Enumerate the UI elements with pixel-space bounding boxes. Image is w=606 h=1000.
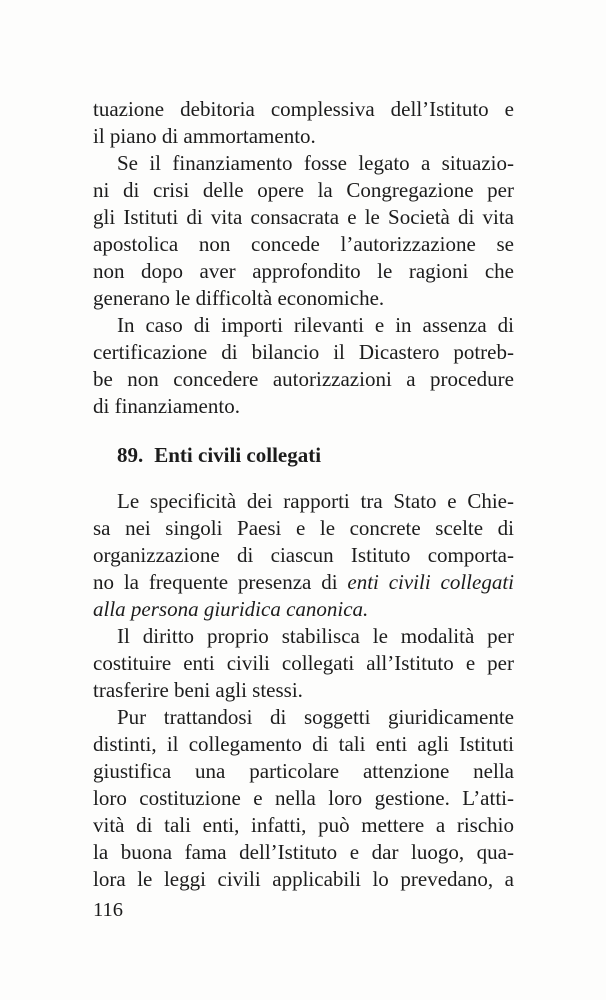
text-segment: Le specificità dei rapporti tra Stato e Chie-	[117, 489, 514, 513]
text-line	[93, 758, 514, 785]
paragraph	[93, 312, 514, 420]
text-line	[93, 177, 514, 204]
text-line	[93, 677, 514, 704]
paragraph	[93, 150, 514, 312]
text-line	[93, 515, 514, 542]
text-line	[93, 150, 514, 177]
text-segment: distinti, il collegamento di tali enti agli Istituti	[93, 732, 514, 756]
text-line	[93, 366, 514, 393]
text-segment: lora le leggi civili applicabili lo prevedano, a	[93, 867, 514, 891]
text-segment: In caso di importi rilevanti e in assenza di	[117, 313, 514, 337]
text-segment: il piano di ammortamento.	[93, 124, 316, 148]
paragraph	[93, 704, 514, 893]
text-segment: la buona fama dell’Istituto e dar luogo, qua-	[93, 840, 514, 864]
italic-phrase: alla persona giuridica canonica.	[93, 597, 369, 621]
text-segment: tuazione debitoria complessiva dell’Istituto e	[93, 97, 514, 121]
text-line	[93, 231, 514, 258]
text-segment: no la frequente presenza di	[93, 570, 348, 594]
text-segment: generano le difficoltà economiche.	[93, 286, 385, 310]
text-line	[93, 488, 514, 515]
text-line	[93, 650, 514, 677]
text-block	[93, 96, 514, 893]
paragraph	[93, 488, 514, 623]
text-line	[93, 285, 514, 312]
text-line	[93, 623, 514, 650]
text-segment: non dopo aver approfondito le ragioni che	[93, 259, 514, 283]
text-segment: certificazione di bilancio il Dicastero potreb-	[93, 340, 514, 364]
text-line	[93, 393, 514, 420]
text-line	[93, 866, 514, 893]
text-segment: Il diritto proprio stabilisca le modalità per	[117, 624, 514, 648]
section-heading-title: Enti civili collegati	[154, 443, 322, 467]
text-line	[93, 204, 514, 231]
section-heading	[93, 442, 514, 469]
section-heading-number: 89.	[117, 443, 144, 467]
text-line	[93, 704, 514, 731]
text-segment: di finanziamento.	[93, 394, 240, 418]
text-line	[93, 123, 514, 150]
text-segment: Se il finanziamento fosse legato a situazio-	[117, 151, 514, 175]
text-segment: costituire enti civili collegati all’Istituto e per	[93, 651, 514, 675]
paragraph	[93, 623, 514, 704]
text-line	[93, 96, 514, 123]
text-line	[93, 569, 514, 596]
text-segment: gli Istituti di vita consacrata e le Società di vita	[93, 205, 514, 229]
text-line	[93, 258, 514, 285]
page-number: 116	[93, 899, 123, 921]
text-line	[93, 542, 514, 569]
text-line	[93, 312, 514, 339]
text-segment: Pur trattandosi di soggetti giuridicamente	[117, 705, 514, 729]
text-segment: sa nei singoli Paesi e le concrete scelte di	[93, 516, 514, 540]
text-line	[93, 596, 514, 623]
text-segment: apostolica non concede l’autorizzazione se	[93, 232, 514, 256]
italic-phrase: enti civili collegati	[347, 570, 514, 594]
paragraph	[93, 96, 514, 150]
text-line	[93, 839, 514, 866]
text-segment: loro costituzione e nella loro gestione. L’atti-	[93, 786, 514, 810]
text-segment: ni di crisi delle opere la Congregazione per	[93, 178, 514, 202]
text-segment: trasferire beni agli stessi.	[93, 678, 303, 702]
text-line	[93, 812, 514, 839]
text-segment: giustifica una particolare attenzione nella	[93, 759, 514, 783]
text-segment: be non concedere autorizzazioni a procedure	[93, 367, 514, 391]
text-line	[93, 731, 514, 758]
text-segment: organizzazione di ciascun Istituto comporta-	[93, 543, 514, 567]
text-line	[93, 785, 514, 812]
text-segment: vità di tali enti, infatti, può mettere a rischio	[93, 813, 514, 837]
text-line	[93, 339, 514, 366]
